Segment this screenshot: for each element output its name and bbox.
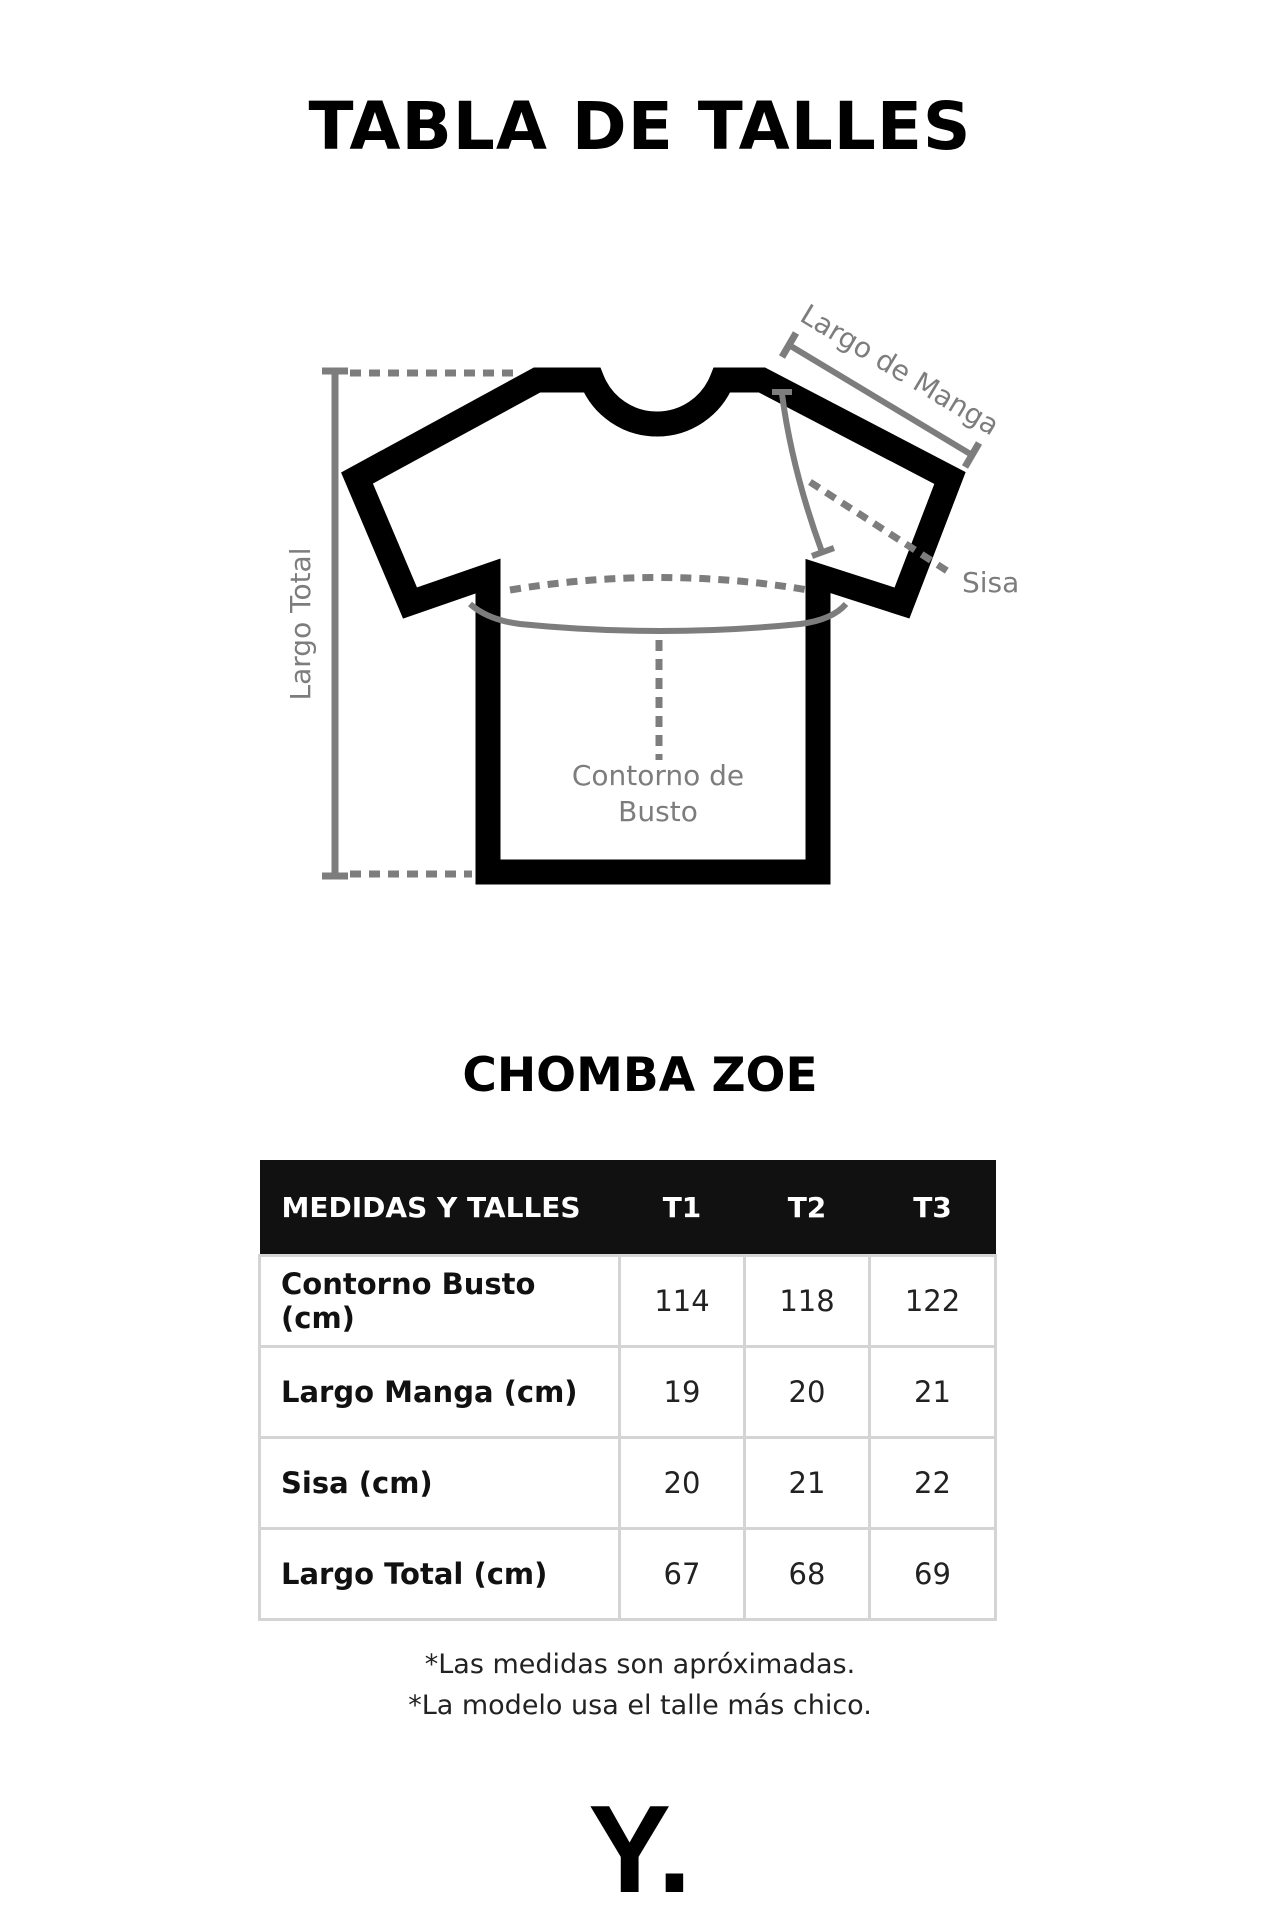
cell-value: 122 bbox=[870, 1256, 996, 1347]
table-row bbox=[260, 1256, 996, 1347]
cell-value: 67 bbox=[620, 1529, 745, 1620]
cell-value: 19 bbox=[620, 1347, 745, 1438]
header-t3: T3 bbox=[870, 1160, 996, 1256]
row-label: Largo Manga (cm) bbox=[260, 1347, 620, 1438]
cell-value: 20 bbox=[745, 1347, 870, 1438]
row-label: Contorno Busto (cm) bbox=[260, 1256, 620, 1347]
cell-value: 22 bbox=[870, 1438, 996, 1529]
note-model-size: *La modelo usa el talle más chico. bbox=[408, 1690, 872, 1721]
armhole-label: Sisa bbox=[962, 566, 1020, 599]
total-length-label: Largo Total bbox=[284, 547, 317, 701]
table-row bbox=[260, 1438, 996, 1529]
brand-logo: Y. bbox=[588, 1781, 692, 1919]
cell-value: 118 bbox=[745, 1256, 870, 1347]
page-title: TABLA DE TALLES bbox=[308, 88, 972, 165]
row-label: Largo Total (cm) bbox=[260, 1529, 620, 1620]
cell-value: 21 bbox=[870, 1347, 996, 1438]
bust-label-line1: Contorno de bbox=[571, 759, 745, 792]
header-t1: T1 bbox=[620, 1160, 745, 1256]
header-measures: MEDIDAS Y TALLES bbox=[260, 1160, 620, 1256]
table-row bbox=[260, 1347, 996, 1438]
cell-value: 69 bbox=[870, 1529, 996, 1620]
cell-value: 114 bbox=[620, 1256, 745, 1347]
cell-value: 21 bbox=[745, 1438, 870, 1529]
sleeve-length-label: Largo de Manga bbox=[794, 297, 1006, 443]
table-row bbox=[260, 1529, 996, 1620]
row-label: Sisa (cm) bbox=[260, 1438, 620, 1529]
header-t2: T2 bbox=[745, 1160, 870, 1256]
size-table bbox=[258, 1160, 997, 1621]
note-approximate: *Las medidas son apróximadas. bbox=[424, 1649, 856, 1680]
product-title: CHOMBA ZOE bbox=[462, 1048, 818, 1103]
bust-measure bbox=[470, 578, 846, 761]
cell-value: 20 bbox=[620, 1438, 745, 1529]
table-header-row bbox=[260, 1160, 996, 1256]
bust-label-line2: Busto bbox=[618, 795, 698, 828]
cell-value: 68 bbox=[745, 1529, 870, 1620]
notes bbox=[0, 1644, 1280, 1726]
